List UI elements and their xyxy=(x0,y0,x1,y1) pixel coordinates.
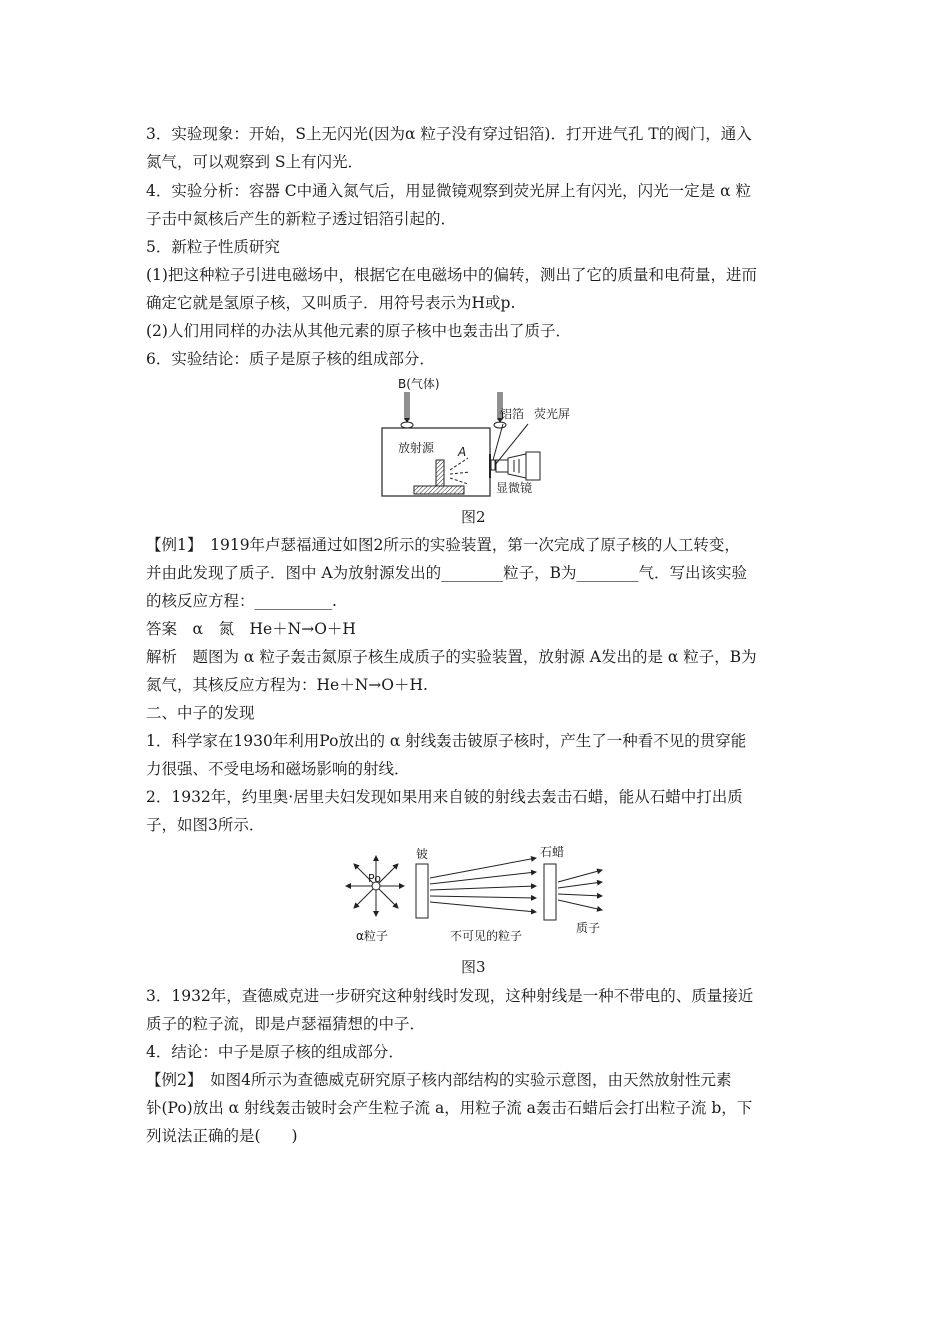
text-line: 3．实验现象：开始，S上无闪光(因为α 粒子没有穿过铝箔)．打开进气孔 T的阀门，通入 xyxy=(146,125,752,143)
text-line: 2．1932年，约里奥·居里夫妇发现如果用来自铍的射线去轰击石蜡，能从石蜡中打出质 xyxy=(146,788,743,806)
figure-2-apparatus xyxy=(378,374,578,498)
text-line: 子，如图3所示． xyxy=(146,816,265,834)
text-line: 氮气，可以观察到 S上有闪光． xyxy=(146,153,364,171)
text-line: 4．结论：中子是原子核的组成部分． xyxy=(146,1043,404,1061)
proton-label: 质子 xyxy=(576,921,601,935)
text-line: 子击中氮核后产生的新粒子透过铝箔引起的． xyxy=(146,210,457,228)
figure-3-caption: 图3 xyxy=(461,958,486,976)
section-heading: 5．新粒子性质研究 xyxy=(146,238,280,256)
example-2-line: 【例2】 如图4所示为查德威克研究原子核内部结构的实验示意图，由天然放射性元素 xyxy=(146,1071,732,1089)
example-2-line: 列说法正确的是( ) xyxy=(146,1127,298,1145)
text-line: 3．1932年，查德威克进一步研究这种射线时发现，这种射线是一种不带电的、质量接近 xyxy=(146,987,754,1005)
po-label: Po xyxy=(368,872,381,885)
figure-3-diagram xyxy=(340,842,610,948)
analysis-line: 解析 题图为 α 粒子轰击氮原子核生成质子的实验装置，放射源 A发出的是 α 粒子，B为 xyxy=(146,648,757,666)
foil-label: 铝箔 xyxy=(500,407,525,421)
answer-line: 答案 α 氮 He＋N→O＋H xyxy=(146,620,356,638)
example-2-line: 钋(Po)放出 α 射线轰击铍时会产生粒子流 a，用粒子流 a轰击石蜡后会打出粒子流 b，下 xyxy=(146,1099,753,1117)
example-1-line: 并由此发现了质子．图中 A为放射源发出的________粒子，B为________气．写出该实验 xyxy=(146,564,748,582)
be-label: 铍 xyxy=(416,847,429,861)
paraffin-label: 石蜡 xyxy=(540,845,565,859)
text-line: 力很强、不受电场和磁场影响的射线． xyxy=(146,760,410,778)
invisible-label: 不可见的粒子 xyxy=(450,929,523,943)
text-line: 1．科学家在1930年利用Po放出的 α 射线轰击铍原子核时，产生了一种看不见的贯穿能 xyxy=(146,732,747,750)
text-line: 4．实验分析：容器 C中通入氮气后，用显微镜观察到荧光屏上有闪光，闪光一定是 α 粒 xyxy=(146,182,751,200)
microscope-label: 显微镜 xyxy=(496,481,533,495)
figure-2-caption: 图2 xyxy=(461,508,486,526)
example-1-line: 【例1】 1919年卢瑟福通过如图2所示的实验装置，第一次完成了原子核的人工转变， xyxy=(146,536,740,554)
screen-label: 荧光屏 xyxy=(534,407,571,421)
text-line: (2)人们用同样的办法从其他元素的原子核中也轰击出了质子． xyxy=(146,322,571,340)
section-heading: 二、中子的发现 xyxy=(146,704,255,722)
example-1-line: 的核反应方程：__________. xyxy=(146,592,337,610)
gas-label: B(气体) xyxy=(398,377,440,391)
text-line: 确定它就是氢原子核，又叫质子．用符号表示为H或p. xyxy=(146,294,516,312)
source-label: 放射源 xyxy=(398,441,435,455)
a-label: A xyxy=(458,445,467,459)
text-line: 6．实验结论：质子是原子核的组成部分． xyxy=(146,350,435,368)
alpha-label: α粒子 xyxy=(356,929,388,943)
analysis-line: 氮气，其核反应方程为：He＋N→O＋H. xyxy=(146,676,428,694)
text-line: (1)把这种粒子引进电磁场中，根据它在电磁场中的偏转，测出了它的质量和电荷量，进而 xyxy=(146,266,757,284)
text-line: 质子的粒子流，即是卢瑟福猜想的中子． xyxy=(146,1015,426,1033)
